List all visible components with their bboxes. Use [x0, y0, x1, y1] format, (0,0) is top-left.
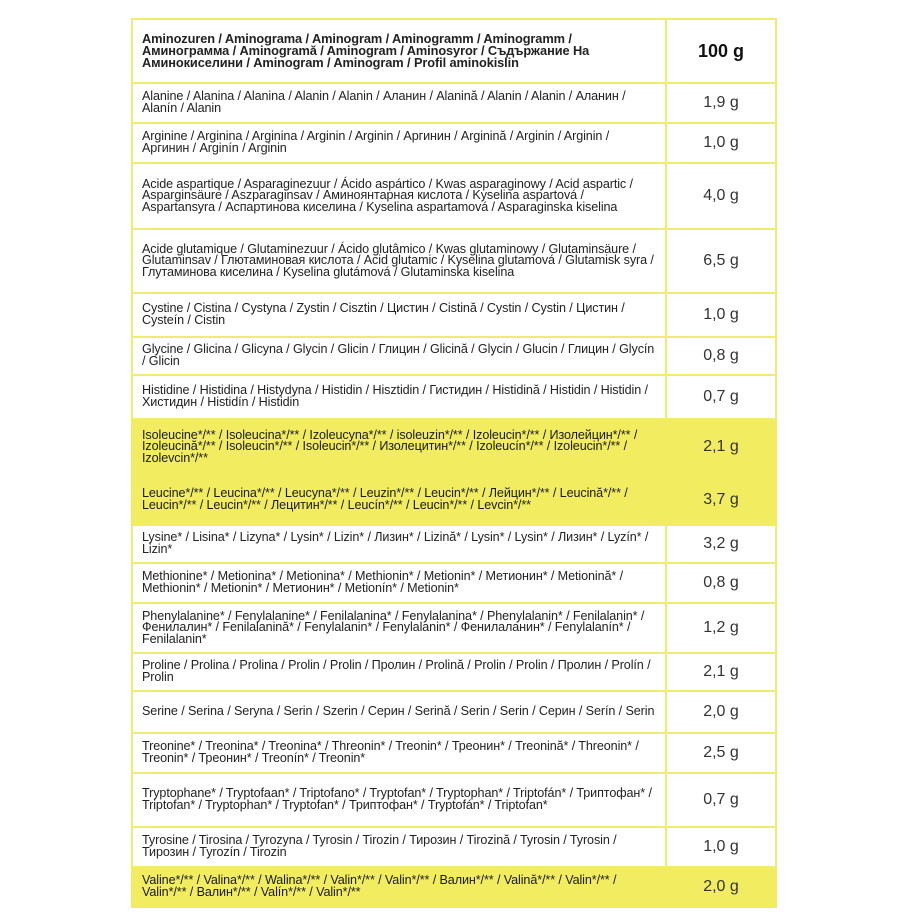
amino-acid-name: Phenylalanine* / Fenylalanine* / Fenilalanina* / Fenylalanina* / Phenylalanin* / Fenilalanin* / Фенилалин* / Fenilalanină* / Fenylalanin* / Fenylalanin* / Фенилаланин* / Fenylalanín* / Fenilalanin* [132, 603, 666, 653]
amino-acid-value: 6,5 g [666, 229, 776, 293]
amino-acid-name: Acide glutamique / Glutaminezuur / Ácido glutâmico / Kwas glutaminowy / Glutaminsäure / Glutaminsav / Глютаминовая кислота / Acid glutamic / Kyselina glutamová / Glutamisk syra / Глутаминова киселина / Kyselina glutámová / Glutaminska kiselina [132, 229, 666, 293]
amino-acid-name: Leucine*/** / Leucina*/** / Leucyna*/** / Leuzin*/** / Leucin*/** / Лейцин*/** / Leucină*/** / Leucin*/** / Leucin*/** / Лецитин*/** / Leucín*/** / Leucin*/** / Levcin*/** [132, 475, 666, 525]
amino-acid-name: Isoleucine*/** / Isoleucina*/** / Izoleucyna*/** / isoleuzin*/** / Izoleucin*/** / Изолейцин*/** / Izoleucină*/** / Isoleucin*/** / Isoleucin*/** / Изолецитин*/** / Izoleucín*/** / Izoleucin*/** / Izolevcin*/** [132, 419, 666, 475]
amino-acid-value: 0,7 g [666, 773, 776, 827]
amino-acid-value: 1,9 g [666, 83, 776, 123]
amino-acid-name: Acide aspartique / Asparaginezuur / Ácido aspártico / Kwas asparaginowy / Acid aspartic / Asparginsäure / Aszparaginsav / Аминоянтарная кислота / Kyselina aspartová / Aspartansyra / Аспартинова киселина / Kyselina aspartamová / Asparaginska kiselina [132, 163, 666, 229]
table-row [132, 653, 776, 691]
header-unit: 100 g [666, 19, 776, 83]
table-row [132, 375, 776, 419]
amino-acid-value: 4,0 g [666, 163, 776, 229]
amino-acid-name: Methionine* / Metionina* / Metionina* / Methionin* / Metionin* / Метионин* / Metionină* / Methionin* / Metionin* / Метионин* / Metionín* / Metionin* [132, 563, 666, 603]
table-row-highlighted [132, 475, 776, 525]
table-row [132, 337, 776, 375]
table-row [132, 525, 776, 563]
amino-acid-value: 0,8 g [666, 563, 776, 603]
amino-acid-name: Cystine / Cistina / Cystyna / Zystin / Cisztin / Цистин / Cistină / Cystin / Cystin / Цистин / Cysteín / Cistin [132, 293, 666, 337]
amino-acid-value: 2,1 g [666, 419, 776, 475]
table-row [132, 603, 776, 653]
table-row-highlighted [132, 419, 776, 475]
amino-acid-value: 0,7 g [666, 375, 776, 419]
amino-acid-name: Histidine / Histidina / Histydyna / Histidin / Hisztidin / Гистидин / Histidină / Histidin / Histidin / Хистидин / Histidín / Histidin [132, 375, 666, 419]
amino-acid-value: 2,1 g [666, 653, 776, 691]
amino-acid-value: 3,2 g [666, 525, 776, 563]
aminogram-table-container [131, 18, 777, 908]
table-header-row [132, 19, 776, 83]
amino-acid-name: Treonine* / Treonina* / Treonina* / Threonin* / Treonin* / Треонин* / Treonină* / Threonin* / Treonin* / Треонин* / Treonín* / Treonin* [132, 733, 666, 773]
table-row [132, 773, 776, 827]
amino-acid-value: 2,0 g [666, 867, 776, 907]
table-row [132, 293, 776, 337]
table-row-highlighted [132, 867, 776, 907]
table-row [132, 83, 776, 123]
amino-acid-name: Alanine / Alanina / Alanina / Alanin / Alanin / Аланин / Alanină / Alanin / Alanin / Аланин / Alanín / Alanin [132, 83, 666, 123]
table-row [132, 163, 776, 229]
amino-acid-name: Proline / Prolina / Prolina / Prolin / Prolin / Пролин / Prolină / Prolin / Prolin / Пролин / Prolín / Prolin [132, 653, 666, 691]
table-row [132, 733, 776, 773]
amino-acid-name: Tryptophane* / Tryptofaan* / Triptofano* / Tryptofan* / Tryptophan* / Triptofán* / Триптофан* / Triptofan* / Tryptophan* / Tryptofan* / Триптофан* / Tryptofán* / Triptofan* [132, 773, 666, 827]
table-row [132, 563, 776, 603]
amino-acid-value: 2,0 g [666, 691, 776, 733]
table-row [132, 229, 776, 293]
amino-acid-value: 3,7 g [666, 475, 776, 525]
amino-acid-name: Valine*/** / Valina*/** / Walina*/** / Valin*/** / Valin*/** / Валин*/** / Valină*/** / Valin*/** / Valin*/** / Валин*/** / Valín*/** / Valin*/** [132, 867, 666, 907]
amino-acid-value: 2,5 g [666, 733, 776, 773]
amino-acid-name: Arginine / Arginina / Arginina / Arginin / Arginin / Аргинин / Arginină / Arginin / Arginin / Аргинин / Arginín / Arginin [132, 123, 666, 163]
amino-acid-value: 1,0 g [666, 123, 776, 163]
amino-acid-name: Serine / Serina / Seryna / Serin / Szerin / Серин / Serină / Serin / Serin / Серин / Serín / Serin [132, 691, 666, 733]
table-row [132, 123, 776, 163]
aminogram-table [131, 18, 777, 908]
amino-acid-name: Glycine / Glicina / Glicyna / Glycin / Glicin / Глицин / Glicină / Glycin / Glucin / Глицин / Glycín / Glicin [132, 337, 666, 375]
amino-acid-name: Tyrosine / Tirosina / Tyrozyna / Tyrosin / Tirozin / Тирозин / Tirozină / Tyrosin / Tyrosin / Тирозин / Tyrozín / Tirozin [132, 827, 666, 867]
amino-acid-value: 1,0 g [666, 293, 776, 337]
amino-acid-name: Lysine* / Lisina* / Lizyna* / Lysin* / Lizin* / Лизин* / Lizină* / Lysin* / Lysin* / Лизин* / Lyzín* / Lizin* [132, 525, 666, 563]
header-label: Aminozuren / Aminograma / Aminogram / Aminogramm / Aminogramm / Аминограмма / Aminogramă / Aminogram / Aminosyror / Съдържание На Аминокиселини / Aminogram / Aminogram / Profil aminokislin [132, 19, 666, 83]
table-row [132, 827, 776, 867]
amino-acid-value: 0,8 g [666, 337, 776, 375]
amino-acid-value: 1,0 g [666, 827, 776, 867]
table-row [132, 691, 776, 733]
amino-acid-value: 1,2 g [666, 603, 776, 653]
